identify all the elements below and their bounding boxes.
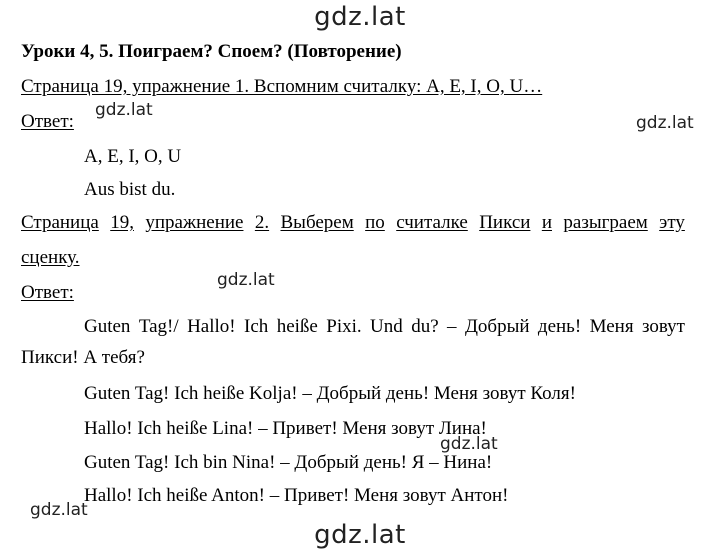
exercise1-line-1: A, E, I, O, U — [84, 146, 182, 167]
heading-word: Пикси — [479, 212, 531, 233]
page-title: Уроки 4, 5. Поиграем? Споем? (Повторение) — [21, 41, 402, 62]
dialogue-line-4: Guten Tag! Ich bin Nina! – Добрый день! Я – Нина! — [84, 452, 493, 473]
heading-word: Страница — [21, 212, 99, 233]
heading-word: Выберем — [280, 212, 354, 233]
dialogue-line-5: Hallo! Ich heiße Anton! – Привет! Меня зовут Антон! — [84, 485, 509, 506]
dialogue-word: Und — [370, 316, 403, 337]
watermark-small: gdz.lat — [95, 100, 153, 120]
exercise2-answer-label: Ответ: — [21, 282, 74, 303]
dialogue-word: Pixi. — [326, 316, 362, 337]
exercise2-heading — [21, 212, 685, 234]
watermark-small: gdz.lat — [217, 270, 275, 290]
dialogue-word: Добрый — [464, 316, 530, 337]
exercise1-heading: Страница 19, упражнение 1. Вспомним считалку: A, E, I, O, U… — [21, 76, 543, 97]
exercise2-heading-continued: сценку. — [21, 247, 80, 268]
heading-word: 19, — [110, 212, 134, 233]
dialogue-word: Hallo! — [187, 316, 236, 337]
heading-word: и — [541, 212, 552, 233]
dialogue-word: день! — [537, 316, 582, 337]
dialogue-word: Ich — [244, 316, 269, 337]
dialogue-word: du? — [411, 316, 439, 337]
exercise1-line-2: Aus bist du. — [84, 179, 176, 200]
dialogue-word: Tag!/ — [138, 316, 179, 337]
heading-word: эту — [659, 212, 685, 233]
dialogue-line-1 — [84, 316, 685, 338]
dialogue-line-3: Hallo! Ich heiße Lina! – Привет! Меня зовут Лина! — [84, 418, 487, 439]
heading-word: разыграем — [563, 212, 648, 233]
watermark-small: gdz.lat — [440, 434, 498, 454]
heading-word: упражнение — [145, 212, 244, 233]
dialogue-word: зовут — [641, 316, 685, 337]
watermark-top: gdz.lat — [314, 2, 406, 32]
watermark-small: gdz.lat — [636, 113, 694, 133]
heading-word: 2. — [254, 212, 270, 233]
watermark-small: gdz.lat — [30, 500, 88, 520]
dialogue-line-1-continued: Пикси! А тебя? — [21, 347, 145, 368]
watermark-bottom: gdz.lat — [314, 520, 406, 550]
dialogue-line-2: Guten Tag! Ich heiße Kolja! – Добрый день! Меня зовут Коля! — [84, 383, 576, 404]
heading-word: по — [365, 212, 385, 233]
exercise1-answer-label: Ответ: — [21, 111, 74, 132]
dialogue-word: Меня — [589, 316, 634, 337]
dialogue-word: heiße — [276, 316, 318, 337]
dialogue-word: – — [447, 316, 457, 337]
heading-word: считалке — [396, 212, 468, 233]
dialogue-word: Guten — [84, 316, 131, 337]
